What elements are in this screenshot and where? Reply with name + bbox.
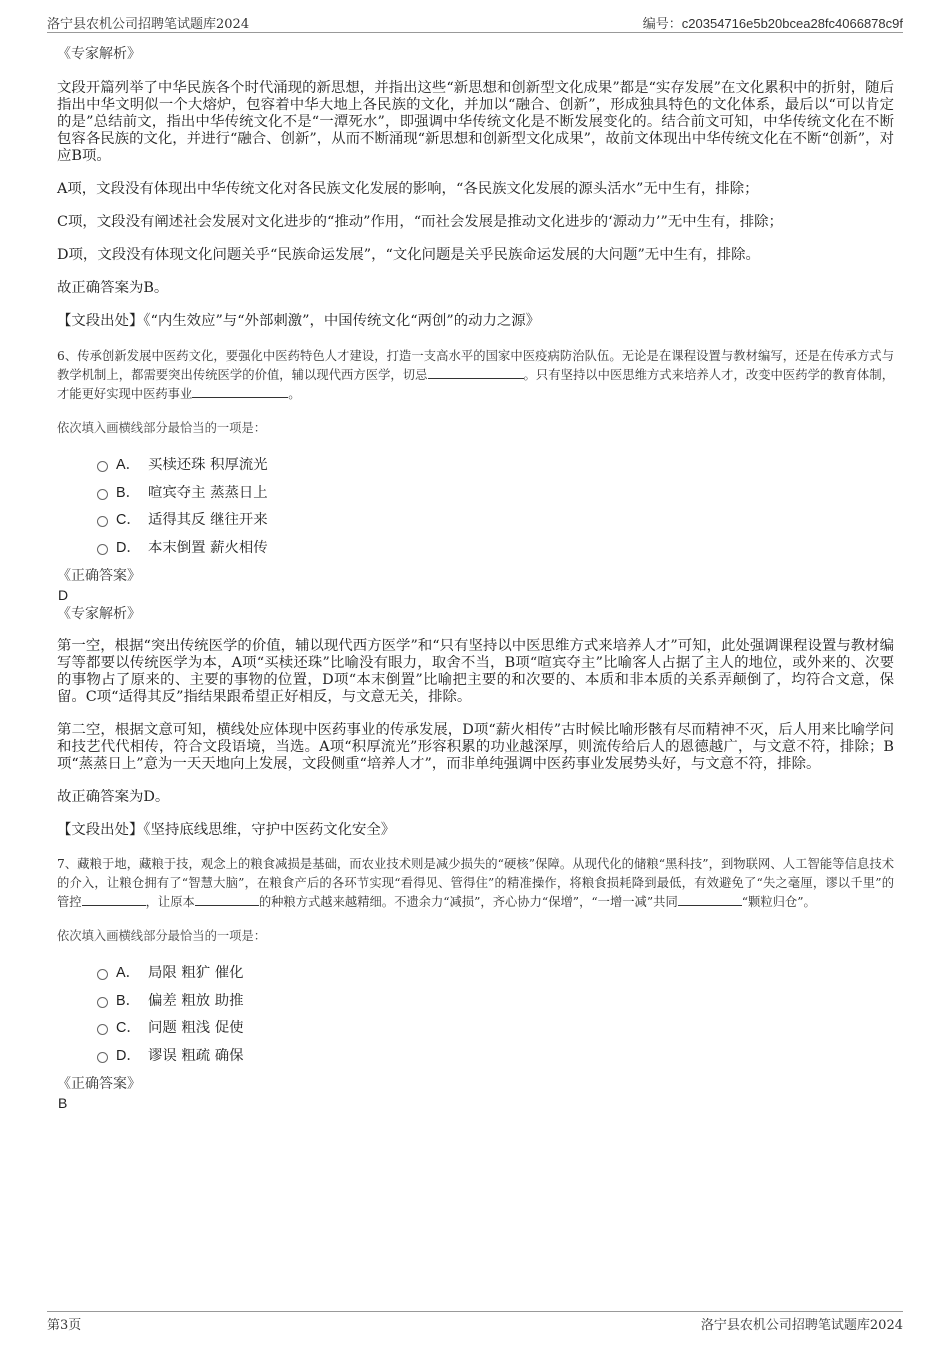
radio-icon[interactable] xyxy=(97,516,108,527)
q6-answer: D xyxy=(58,587,69,603)
option-text: 局限 粗犷 催化 xyxy=(148,965,244,982)
option-letter: A． xyxy=(116,457,140,474)
option-letter: A． xyxy=(116,965,140,982)
q7-text-c: 的种粮方式越来越精细。不遗余力“减损”，齐心协力“保增”，“一增一减”共同 xyxy=(258,895,678,909)
page-content xyxy=(57,44,894,1112)
option-text: 买椟还珠 积厚流光 xyxy=(148,457,268,474)
q6-analysis-1: 第一空，根据“突出传统医学的价值，辅以现代西方医学”和“只有坚持以中医思维方式来培养人才”可知，此处强调课程设置与教材编写等都要以传统医学为本，A项“买椟还珠”比喻没有眼力，取舍不当，B项“喧宾夺主”比喻客人占据了主人的地位，或外来的、次要的事物占了原来的、主要的事物的位置，D项“本末倒置”比喻把主要的和次要的、本质和非本质的关系弄颠倒了，均符合文意，保留。C项“适得其反”指结果跟希望正好相反，与文意无关，排除。 xyxy=(57,638,894,705)
page-number: 第3页 xyxy=(47,1318,82,1333)
q7-text-d: “颗粒归仓”。 xyxy=(741,895,816,909)
q5-analysis-3: C项，文段没有阐述社会发展对文化进步的“推动”作用，“而社会发展是推动文化进步的‘源动力’”无中生有，排除； xyxy=(57,214,783,230)
radio-icon[interactable] xyxy=(97,544,108,555)
option-letter: C． xyxy=(116,512,141,529)
q7-answer-label: 《正确答案》 xyxy=(57,1076,141,1092)
header-title: 洛宁县农机公司招聘笔试题库2024 xyxy=(47,17,250,32)
radio-icon[interactable] xyxy=(97,461,108,472)
option-text: 偏差 粗放 助推 xyxy=(148,992,244,1009)
option-text: 本末倒置 薪火相传 xyxy=(148,539,268,556)
q5-conclusion: 故正确答案为B。 xyxy=(57,280,169,296)
radio-icon[interactable] xyxy=(97,997,108,1008)
q7-blank-1 xyxy=(82,893,146,906)
q6-analysis-2: 第二空，根据文意可知，横线处应体现中医药事业的传承发展，D项“薪火相传”古时候比喻形骸有尽而精神不灭，后人用来比喻学问和技艺代代相传，符合文段语境，当选。A项“积厚流光”形容积累的功业越深厚，则流传给后人的恩德越广，与文意不符，排除；B项“蒸蒸日上”意为一天天地向上发展，文段侧重“培养人才”，而非单纯强调中医药事业发展势头好，与文意不符，排除。 xyxy=(57,722,894,772)
q7-prompt: 依次填入画横线部分最恰当的一项是： xyxy=(57,929,267,943)
q6-expert-label: 《专家解析》 xyxy=(57,606,141,622)
q5-source: 【文段出处】《“内生效应”与“外部刺激”，中国传统文化“两创”的动力之源》 xyxy=(57,313,541,329)
q5-analysis-1: 文段开篇列举了中华民族各个时代涌现的新思想，并指出这些“新思想和创新型文化成果”都是“实存发展”在文化累积中的折射，随后指出中华文明似一个大熔炉，包容着中华大地上各民族的文化，并加以“融合、创新”，形成独具特色的文化体系，最后以“可以肯定的是”总结前文，指出中华传统文化不是“一潭死水”，即强调中华传统文化是不断发展变化的。结合前文可知，中华传统文化在不断包容各民族的文化，并进行“融合、创新”，从而不断涌现“新思想和创新型文化成果”，故前文体现出中华传统文化在不断“创新”，对应B项。 xyxy=(57,80,894,164)
option-text: 适得其反 继往开来 xyxy=(148,512,268,529)
q7-option-d[interactable] xyxy=(97,1041,894,1069)
q6-option-a[interactable] xyxy=(97,450,894,478)
option-letter: D． xyxy=(116,539,141,556)
option-text: 问题 粗浅 促使 xyxy=(148,1020,244,1037)
header-doc-id: 编号：c20354716e5b20bcea28fc4066878c9f xyxy=(642,16,903,31)
radio-icon[interactable] xyxy=(97,1024,108,1035)
q6-source: 【文段出处】《坚持底线思维，守护中医药文化安全》 xyxy=(57,822,396,838)
q6-text-a: 6、传承创新发展中医药文化，要强化中医药特色人才建设，打造一支高水平的国家中医疫病防治队伍。无论是在课程设置与教材编写，还是在传承方式与教学机制上，都需要突出传统医学的价值，辅以现代西方医学，切忌 xyxy=(57,349,894,382)
option-letter: B． xyxy=(116,992,140,1009)
q6-prompt: 依次填入画横线部分最恰当的一项是： xyxy=(57,421,267,435)
q6-blank-1 xyxy=(428,366,524,379)
q5-analysis-2: A项，文段没有体现出中华传统文化对各民族文化发展的影响，“各民族文化发展的源头活水”无中生有，排除； xyxy=(57,181,759,197)
q7-option-b[interactable] xyxy=(97,986,894,1014)
q6-conclusion: 故正确答案为D。 xyxy=(57,789,170,805)
q7-options xyxy=(97,958,894,1068)
q7-question xyxy=(57,855,894,912)
q6-text-b: 。只有坚持以中医思维方式来培养人才，改变中医药学的教育体制，才能更好实现中医药事业 xyxy=(57,368,894,401)
q7-answer: B xyxy=(58,1095,68,1111)
page-header xyxy=(47,10,903,33)
q6-options xyxy=(97,450,894,560)
q6-answer-label: 《正确答案》 xyxy=(57,568,141,584)
radio-icon[interactable] xyxy=(97,489,108,500)
q7-text-b: ，让原本 xyxy=(145,895,195,909)
q7-option-a[interactable] xyxy=(97,958,894,986)
option-letter: D． xyxy=(116,1047,141,1064)
option-text: 喧宾夺主 蒸蒸日上 xyxy=(148,484,268,501)
q7-option-c[interactable] xyxy=(97,1013,894,1041)
q6-option-d[interactable] xyxy=(97,533,894,561)
option-letter: B． xyxy=(116,484,140,501)
q6-option-b[interactable] xyxy=(97,478,894,506)
radio-icon[interactable] xyxy=(97,1052,108,1063)
footer-title: 洛宁县农机公司招聘笔试题库2024 xyxy=(700,1318,903,1333)
q6-text-c: 。 xyxy=(288,387,301,401)
q6-blank-2 xyxy=(192,385,288,398)
q7-blank-2 xyxy=(195,893,259,906)
option-text: 谬误 粗疏 确保 xyxy=(148,1047,244,1064)
q7-text-a: 7、藏粮于地，藏粮于技，观念上的粮食减损是基础，而农业技术则是减少损失的“硬核”保障。从现代化的储粮“黑科技”，到物联网、人工智能等信息技术的介入，让粮仓拥有了“智慧大脑”，在粮食产后的各环节实现“看得见、管得住”的精准操作，将粮食损耗降到最低，有效避免了“失之毫厘，谬以千里”的管控 xyxy=(57,857,894,909)
q5-expert-label: 《专家解析》 xyxy=(57,46,141,62)
page-footer xyxy=(47,1311,903,1334)
q7-blank-3 xyxy=(678,893,742,906)
q6-option-c[interactable] xyxy=(97,505,894,533)
option-letter: C． xyxy=(116,1020,141,1037)
q5-analysis-4: D项，文段没有体现文化问题关乎“民族命运发展”，“文化问题是关乎民族命运发展的大问题”无中生有，排除。 xyxy=(57,247,760,263)
radio-icon[interactable] xyxy=(97,969,108,980)
q6-question xyxy=(57,347,894,404)
